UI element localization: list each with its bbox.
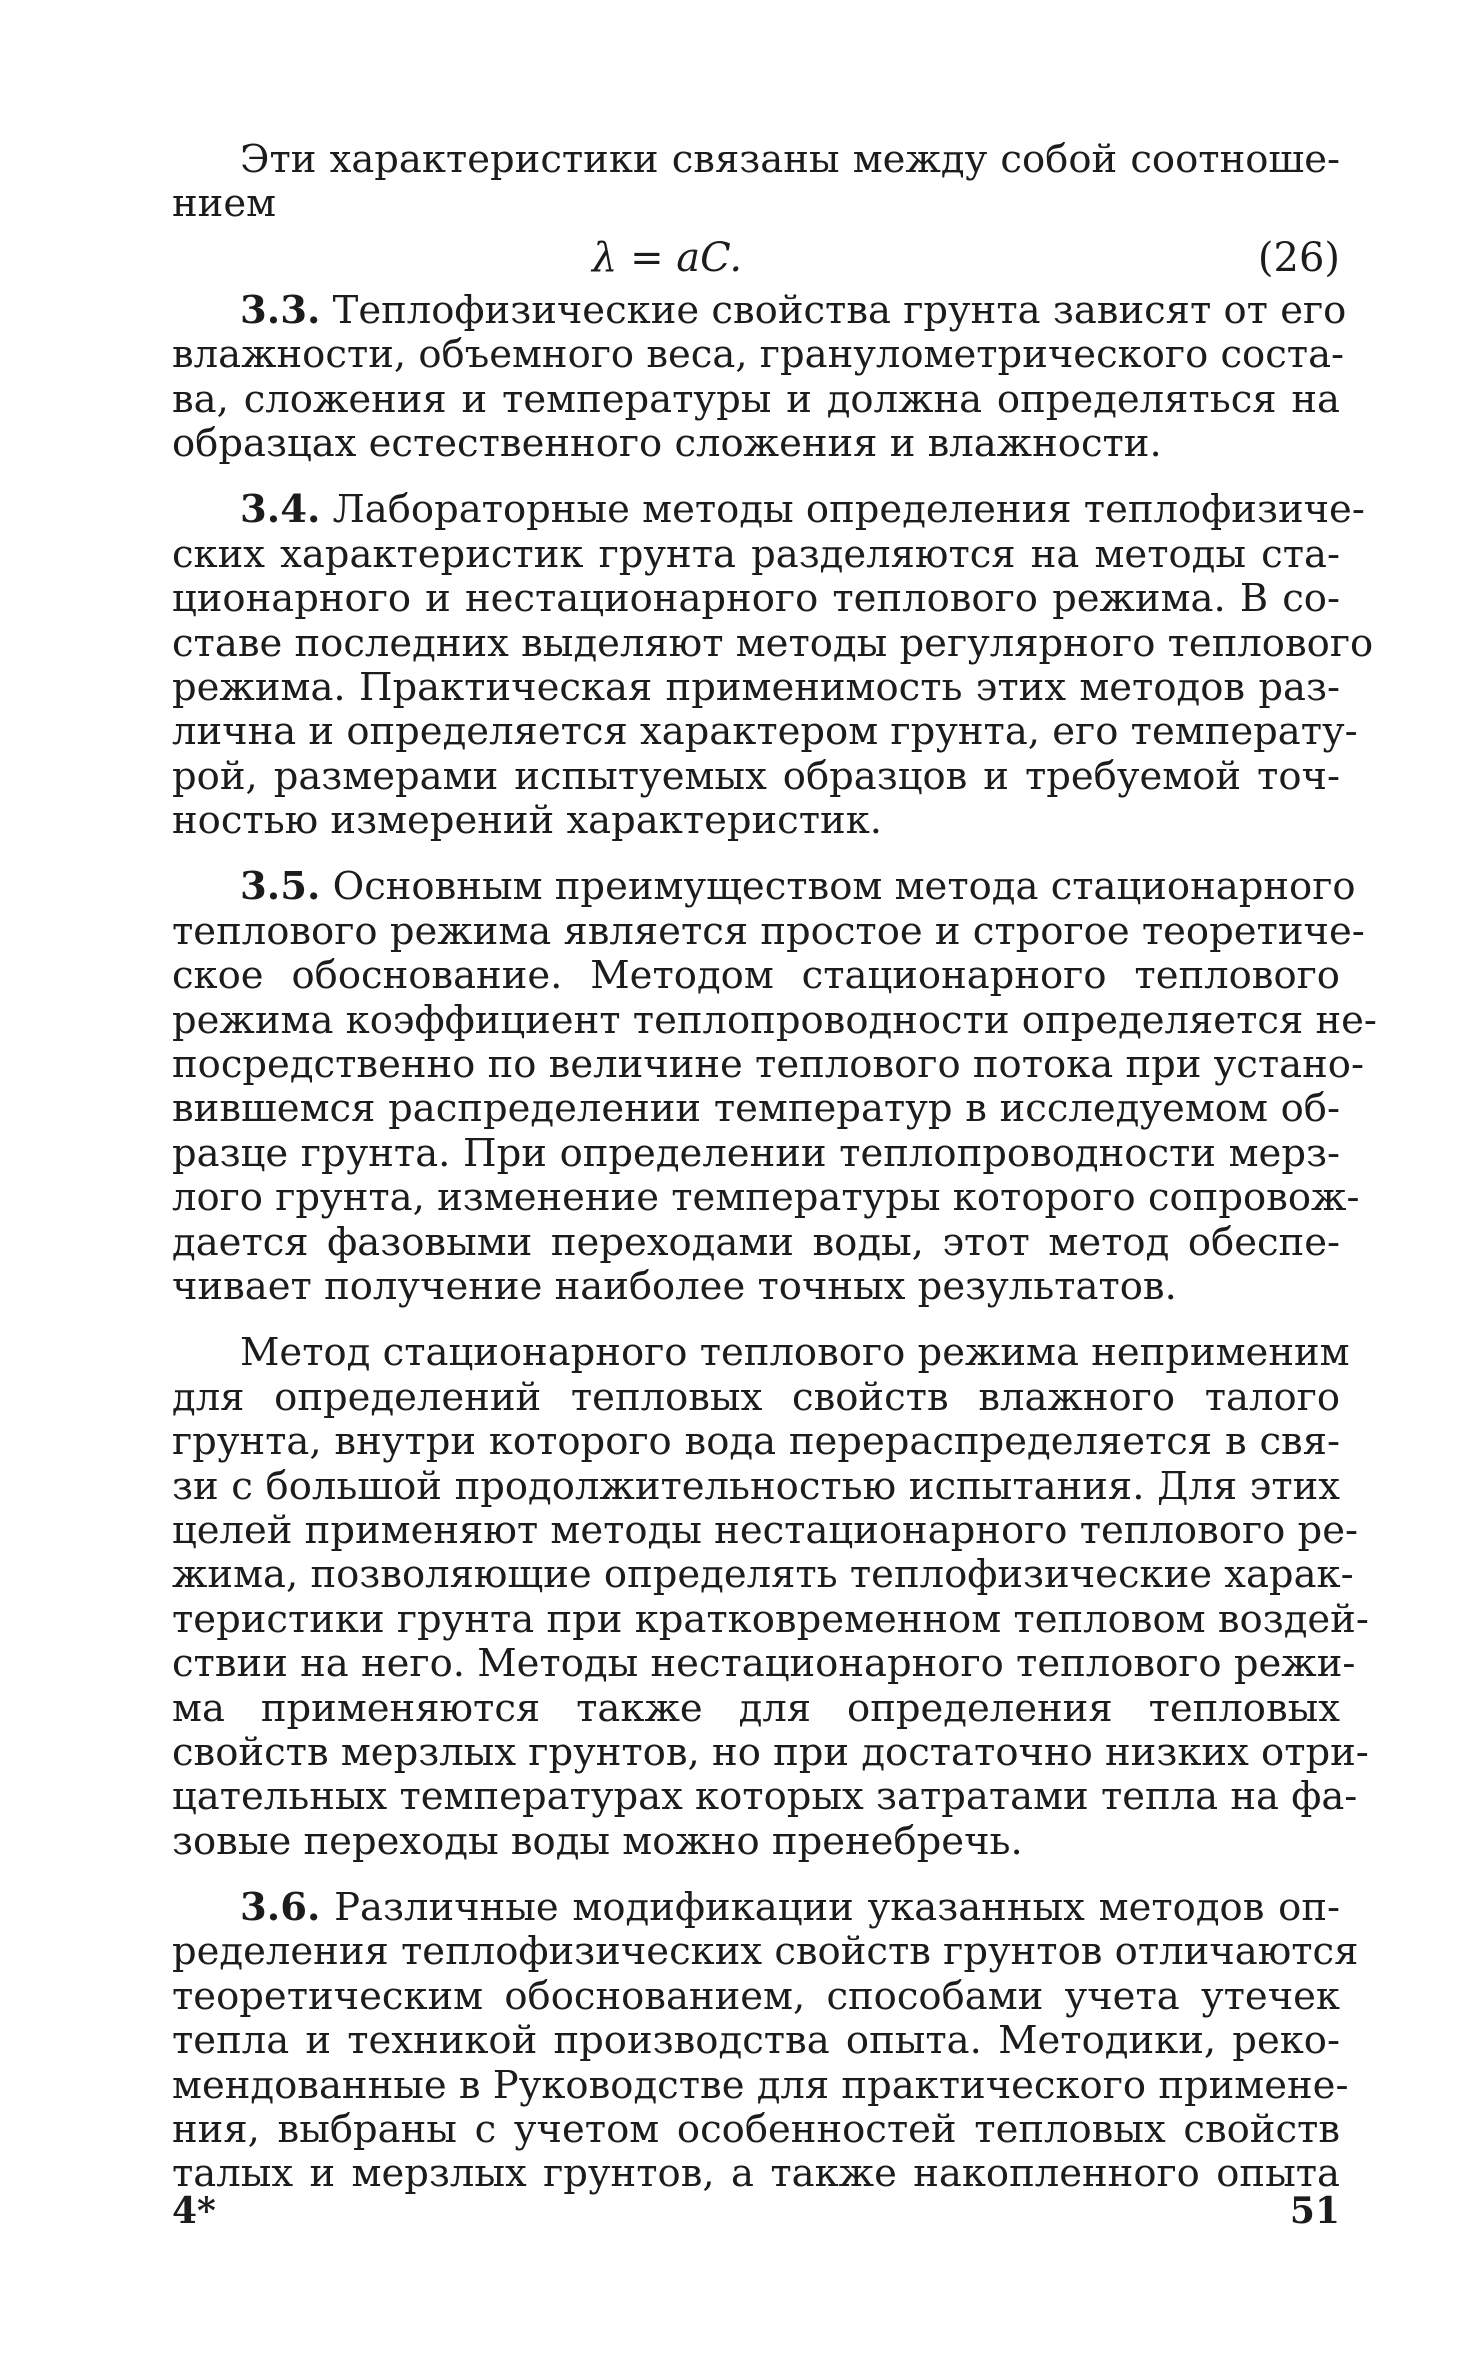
text-line: зи с большой продолжительностью испытания. Для этих — [172, 1463, 1340, 1509]
section-number: 3.5. — [240, 864, 321, 910]
text-line: режима коэффициент теплопроводности определяется не- — [172, 997, 1377, 1043]
text-line: ствии на него. Методы нестационарного теплового режи- — [172, 1641, 1356, 1687]
text-line: теплового режима является простое и строгое теоретиче- — [172, 908, 1365, 954]
formula-row — [172, 227, 1340, 289]
text-line: образцах естественного сложения и влажности. — [172, 420, 1162, 466]
text-line: ских характеристик грунта разделяются на методы ста- — [172, 531, 1340, 577]
text-line: вившемся распределении температур в исследуемом об- — [172, 1086, 1340, 1132]
text-line: дается фазовыми переходами воды, этот метод обеспе- — [172, 1219, 1340, 1265]
text-line: 3.5. Основным преимуществом метода стационарного — [240, 864, 1356, 910]
text-line: для определений тепловых свойств влажного талого — [172, 1374, 1340, 1420]
text-line: жима, позволяющие определять теплофизические харак- — [172, 1552, 1354, 1598]
formula: λ = aC. — [592, 234, 743, 281]
text-line: теристики грунта при кратковременном тепловом воздей- — [172, 1596, 1369, 1642]
text-line: ставе последних выделяют методы регулярного теплового — [172, 620, 1374, 666]
text-line: ское обоснование. Методом стационарного теплового — [172, 953, 1340, 999]
text-line: 3.6. Различные модификации указанных методов оп- — [240, 1885, 1340, 1931]
text-line: грунта, внутри которого вода перераспределяется в свя- — [172, 1419, 1340, 1465]
text-line: влажности, объемного веса, гранулометрического соста- — [172, 332, 1345, 378]
paragraph-3-4 — [172, 487, 1374, 844]
text-line: нием — [172, 181, 277, 227]
text-line: Метод стационарного теплового режима неприменим — [240, 1330, 1350, 1376]
paragraph-3-6 — [172, 1885, 1359, 2197]
text-line: режима. Практическая применимость этих методов раз- — [172, 664, 1340, 710]
text-line: тепла и техникой производства опыта. Методики, реко- — [172, 2018, 1340, 2064]
text-line: ционарного и нестационарного теплового режима. В со- — [172, 576, 1340, 622]
text-line: целей применяют методы нестационарного теплового ре- — [172, 1507, 1358, 1553]
paragraph-3-3 — [172, 287, 1347, 467]
formula-number: (26) — [1257, 234, 1340, 281]
page-footer — [172, 2190, 1340, 2240]
text-line: ределения теплофизических свойств грунтов отличаются — [172, 1929, 1359, 1975]
text-line: рой, размерами испытуемых образцов и требуемой точ- — [172, 753, 1340, 799]
paragraph-3-5 — [172, 864, 1377, 1309]
intro-paragraph — [172, 138, 1340, 227]
text-line: чивает получение наиболее точных результатов. — [172, 1263, 1177, 1309]
text-line: 3.4. Лабораторные методы определения теплофизиче- — [240, 487, 1365, 533]
paragraph-method — [172, 1330, 1369, 1864]
text-line: ностью измерений характеристик. — [172, 798, 882, 844]
text-line: лого грунта, изменение температуры которого сопровож- — [172, 1175, 1360, 1221]
text-line: мендованные в Руководстве для практического примене- — [172, 2062, 1349, 2108]
text-line: ва, сложения и температуры и должна определяться на — [172, 376, 1340, 422]
text-line: 3.3. Теплофизические свойства грунта зависят от его — [240, 287, 1347, 333]
text-line: ма применяются также для определения тепловых — [172, 1685, 1340, 1731]
section-number: 3.3. — [240, 287, 321, 333]
text-line: лична и определяется характером грунта, его температу- — [172, 709, 1358, 755]
text-line: посредственно по величине теплового потока при устано- — [172, 1042, 1364, 1088]
text-line: зовые переходы воды можно пренебречь. — [172, 1818, 1023, 1864]
text-line: теоретическим обоснованием, способами учета утечек — [172, 1973, 1340, 2019]
text-line: ния, выбраны с учетом особенностей тепловых свойств — [172, 2107, 1340, 2153]
text-line: цательных температурах которых затратами тепла на фа- — [172, 1774, 1358, 1820]
text-line: разце грунта. При определении теплопроводности мерз- — [172, 1130, 1340, 1176]
text-line: Эти характеристики связаны между собой соотноше- — [240, 137, 1340, 182]
page-number: 51 — [1289, 2190, 1340, 2232]
text-line: свойств мерзлых грунтов, но при достаточно низких отри- — [172, 1729, 1369, 1775]
section-number: 3.6. — [240, 1885, 321, 1931]
signature-mark: 4* — [172, 2190, 216, 2232]
text-line: талых и мерзлых грунтов, а также накопленного опыта — [172, 2151, 1340, 2197]
page-body — [172, 137, 1377, 2197]
section-number: 3.4. — [240, 487, 321, 533]
